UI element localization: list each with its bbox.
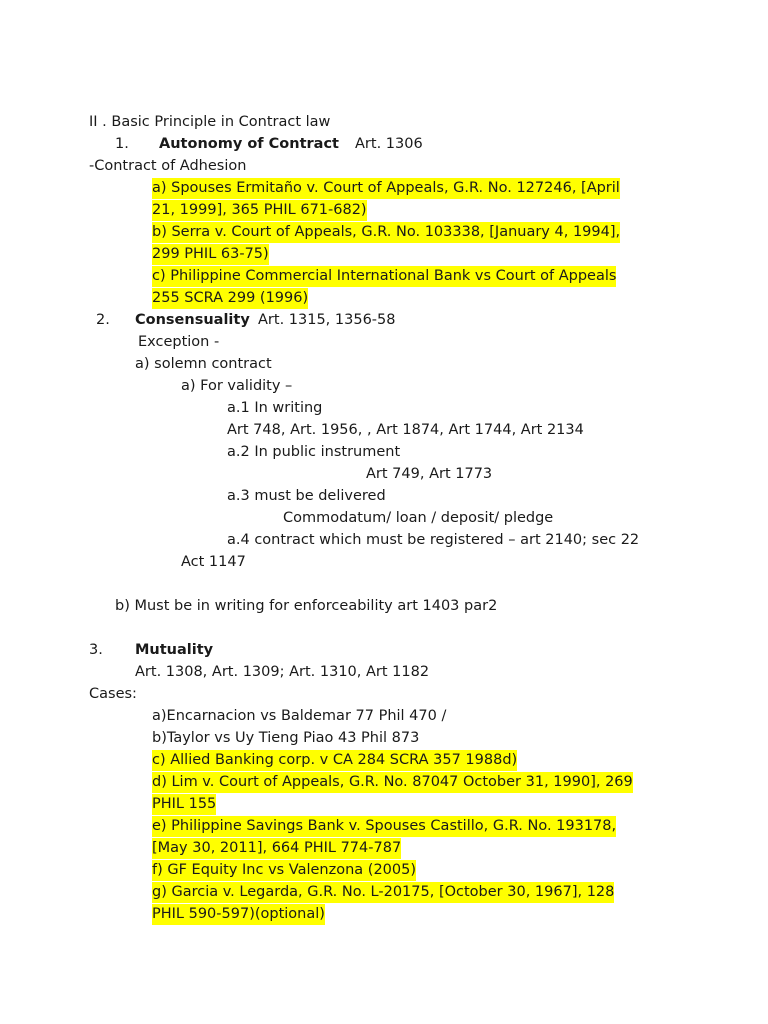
consensuality-article: Art. 1315, 1356-58 [258, 312, 396, 328]
cases-label: Cases: [89, 686, 137, 702]
a2-articles: Art 749, Art 1773 [366, 466, 493, 482]
a2-public-instrument: a.2 In public instrument [227, 444, 401, 460]
for-validity: a) For validity – [181, 378, 293, 394]
case-ermitano-line1: a) Spouses Ermitaño v. Court of Appeals, G.R. No. 127246, [April [152, 178, 620, 199]
case-garcia-line1: g) Garcia v. Legarda, G.R. No. L-20175, [October 30, 1967], 128 [152, 882, 614, 903]
a4-act: Act 1147 [181, 554, 246, 570]
case-psb-line1: e) Philippine Savings Bank v. Spouses Castillo, G.R. No. 193178, [152, 816, 616, 837]
a4-registered: a.4 contract which must be registered – art 2140; sec 22 [227, 532, 640, 548]
case-gf-equity: f) GF Equity Inc vs Valenzona (2005) [152, 860, 416, 881]
case-psb-line2: [May 30, 2011], 664 PHIL 774-787 [152, 838, 401, 859]
mutuality-articles: Art. 1308, Art. 1309; Art. 1310, Art 1182 [135, 664, 430, 680]
b-enforceability: b) Must be in writing for enforceability art 1403 par2 [115, 598, 498, 614]
case-taylor: b)Taylor vs Uy Tieng Piao 43 Phil 873 [152, 730, 420, 746]
case-lim-line1: d) Lim v. Court of Appeals, G.R. No. 87047 October 31, 1990], 269 [152, 772, 633, 793]
solemn-contract: a) solemn contract [135, 356, 272, 372]
a1-articles: Art 748, Art. 1956, , Art 1874, Art 1744, Art 2134 [227, 422, 584, 438]
consensuality-heading: Consensuality [135, 312, 250, 328]
case-garcia-line2: PHIL 590-597)(optional) [152, 904, 325, 925]
autonomy-heading: Autonomy of Contract [159, 136, 339, 152]
a1-in-writing: a.1 In writing [227, 400, 323, 416]
autonomy-number: 1. [115, 136, 129, 152]
mutuality-heading: Mutuality [135, 642, 214, 658]
case-lim-line2: PHIL 155 [152, 794, 216, 815]
case-pcib-line2: 255 SCRA 299 (1996) [152, 288, 308, 309]
mutuality-number: 3. [89, 642, 103, 658]
case-encarnacion: a)Encarnacion vs Baldemar 77 Phil 470 / [152, 708, 447, 724]
case-ermitano-line2: 21, 1999], 365 PHIL 671-682) [152, 200, 367, 221]
a3-items: Commodatum/ loan / deposit/ pledge [283, 510, 554, 526]
autonomy-article: Art. 1306 [355, 136, 423, 152]
case-allied-banking: c) Allied Banking corp. v CA 284 SCRA 357 1988d) [152, 750, 517, 771]
adhesion-subheading: -Contract of Adhesion [89, 158, 247, 174]
case-pcib-line1: c) Philippine Commercial International Bank vs Court of Appeals [152, 266, 616, 287]
consensuality-number: 2. [96, 312, 110, 328]
case-serra-line1: b) Serra v. Court of Appeals, G.R. No. 103338, [January 4, 1994], [152, 222, 620, 243]
exception-label: Exception - [138, 334, 220, 350]
section-title: II . Basic Principle in Contract law [89, 114, 331, 130]
case-serra-line2: 299 PHIL 63-75) [152, 244, 269, 265]
a3-delivered: a.3 must be delivered [227, 488, 386, 504]
